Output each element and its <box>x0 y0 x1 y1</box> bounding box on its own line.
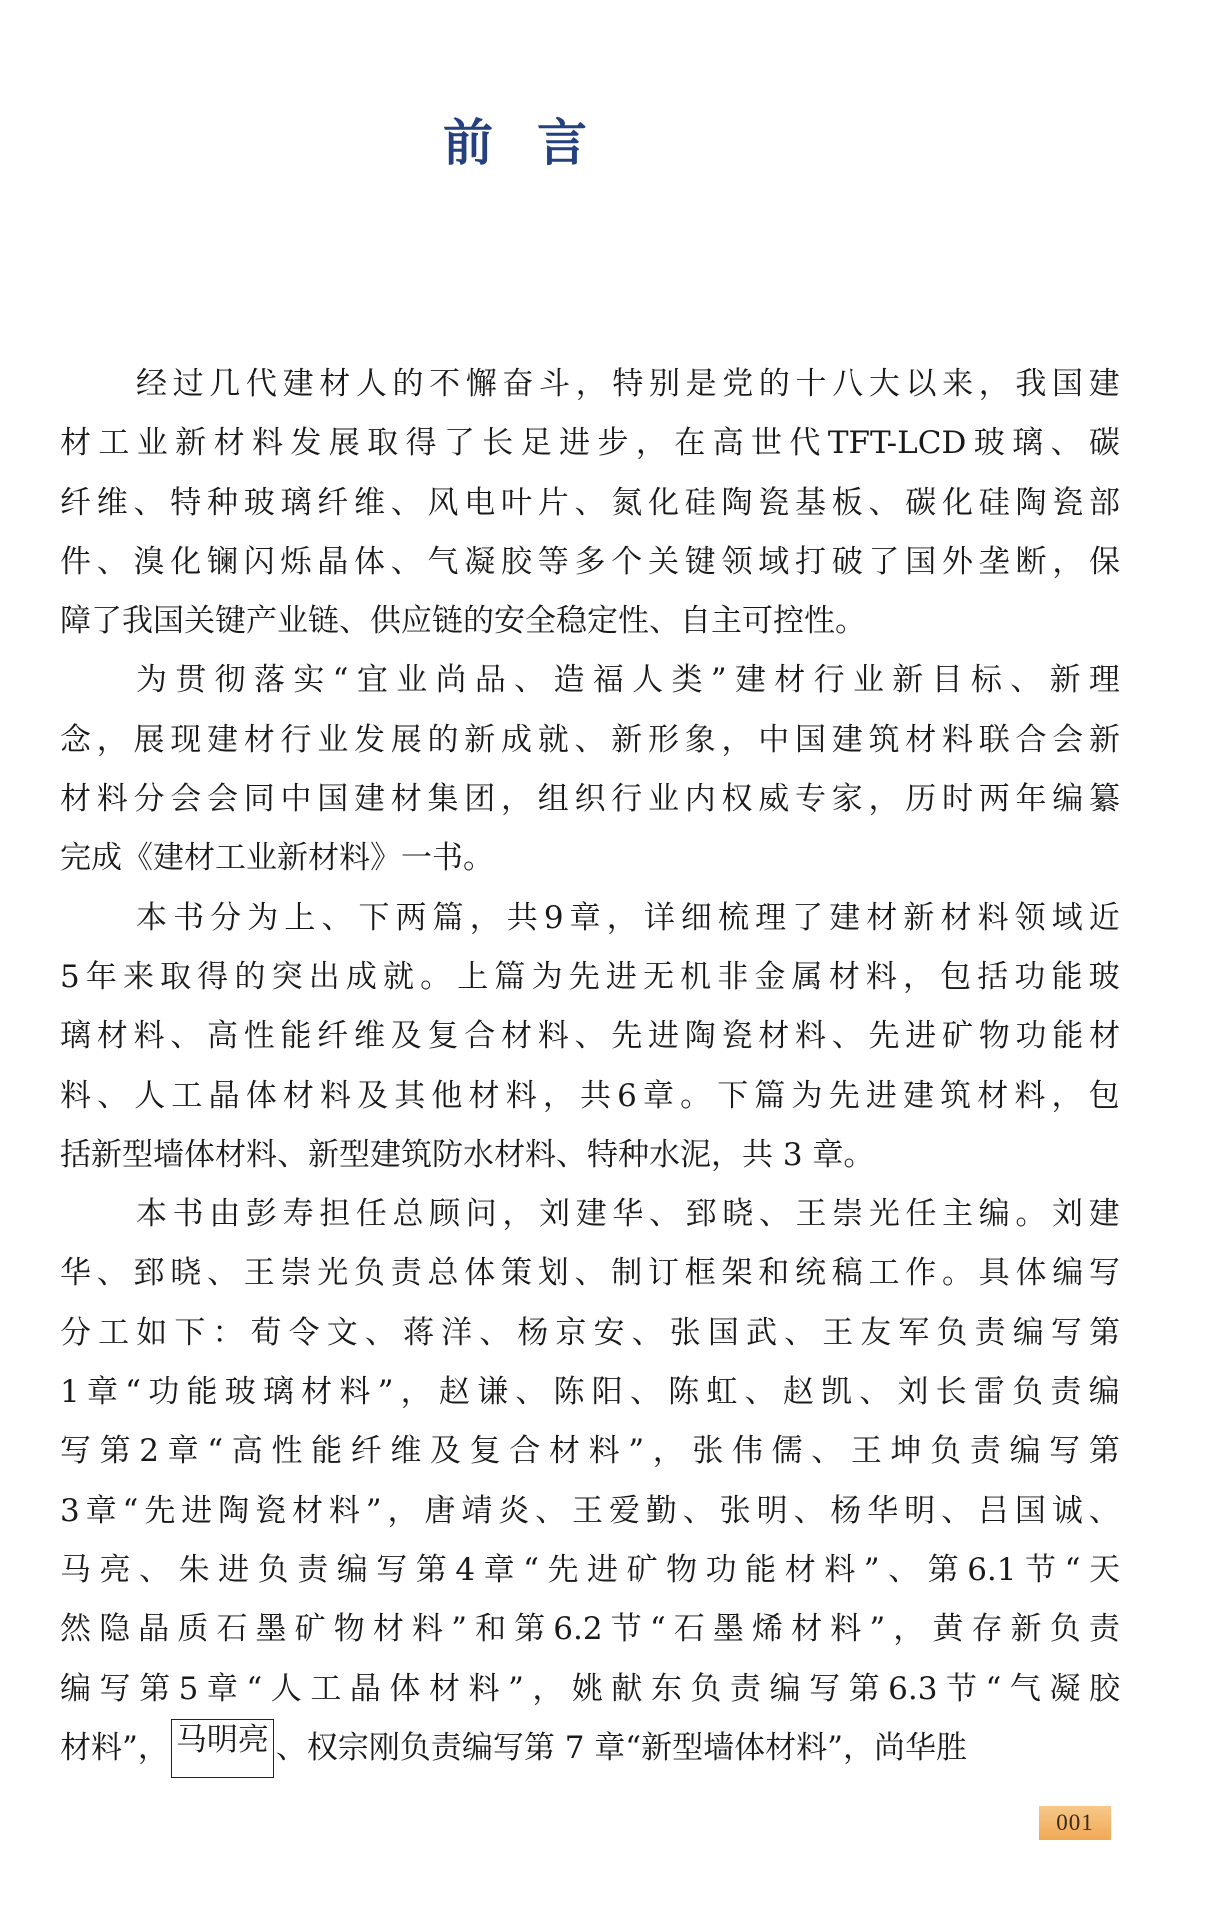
text-line: 然 隐 晶 质 石 墨 矿 物 材 料 ” 和 第 6.2 节 “ 石 墨 烯 材 料 ” ， 黄 存 新 负 责 <box>60 1611 1120 1648</box>
text-line: 完成《建材工业新材料》一书。 <box>60 840 494 877</box>
text-line: 障了我国关键产业链、供应链的安全稳定性、自主可控性。 <box>60 603 866 640</box>
text-line: 料 、 人 工 晶 体 材 料 及 其 他 材 料 ， 共 6 章 。 下 篇 为 先 进 建 筑 材 料 ， 包 <box>60 1077 1120 1114</box>
text-line: 3 章 “ 先 进 陶 瓷 材 料 ” ， 唐 靖 炎 、 王 爱 勤 、 张 明 、 杨 华 明 、 吕 国 诚 、 <box>60 1492 1120 1529</box>
text-line: 材 料 分 会 会 同 中 国 建 材 集 团 ， 组 织 行 业 内 权 威 专 家 ， 历 时 两 年 编 纂 <box>60 781 1120 818</box>
text-line: 编 写 第 5 章 “ 人 工 晶 体 材 料 ” ， 姚 献 东 负 责 编 写 第 6.3 节 “ 气 凝 胶 <box>60 1670 1120 1707</box>
page-number: 001 <box>1039 1806 1111 1840</box>
text-line: 为 贯 彻 落 实 “ 宜 业 尚 品 、 造 福 人 类 ” 建 材 行 业 新 目 标 、 新 理 <box>136 662 1120 699</box>
text-line: 璃 材 料 、 高 性 能 纤 维 及 复 合 材 料 、 先 进 陶 瓷 材 料 、 先 进 矿 物 功 能 材 <box>60 1018 1120 1055</box>
text-line: 本 书 分 为 上 、 下 两 篇 ， 共 9 章 ， 详 细 梳 理 了 建 材 新 材 料 领 域 近 <box>136 899 1120 936</box>
text-line: 5 年 来 取 得 的 突 出 成 就 。 上 篇 为 先 进 无 机 非 金 属 材 料 ， 包 括 功 能 玻 <box>60 958 1120 995</box>
text-segment: 、权宗刚负责编写第 7 章“新型墙体材料”，尚华胜 <box>275 1729 967 1766</box>
text-line: 华 、 郅 晓 、 王 崇 光 负 责 总 体 策 划 、 制 订 框 架 和 统 稿 工 作 。 具 体 编 写 <box>60 1255 1120 1292</box>
text-line: 马 亮 、 朱 进 负 责 编 写 第 4 章 “ 先 进 矿 物 功 能 材 料 ” 、 第 6.1 节 “ 天 <box>60 1551 1120 1588</box>
text-line: 纤 维 、 特 种 玻 璃 纤 维 、 风 电 叶 片 、 氮 化 硅 陶 瓷 基 板 、 碳 化 硅 陶 瓷 部 <box>60 484 1120 521</box>
text-line: 分 工 如 下 ： 荀 令 文 、 蒋 洋 、 杨 京 安 、 张 国 武 、 王 友 军 负 责 编 写 第 <box>60 1314 1120 1351</box>
text-line: 本 书 由 彭 寿 担 任 总 顾 问 ， 刘 建 华 、 郅 晓 、 王 崇 光 任 主 编 。 刘 建 <box>136 1196 1120 1233</box>
page-title: 前言 <box>443 113 631 172</box>
text-line: 写 第 2 章 “ 高 性 能 纤 维 及 复 合 材 料 ” ， 张 伟 儒 、 王 坤 负 责 编 写 第 <box>60 1433 1120 1470</box>
text-line: 经 过 几 代 建 材 人 的 不 懈 奋 斗 ， 特 别 是 党 的 十 八 大 以 来 ， 我 国 建 <box>136 366 1120 402</box>
text-line: 材 工 业 新 材 料 发 展 取 得 了 长 足 进 步 ， 在 高 世 代 TFT-LCD 玻 璃 、 碳 <box>60 425 1120 462</box>
body-text <box>60 355 1120 1778</box>
text-line: 括新型墙体材料、新型建筑防水材料、特种水泥，共 3 章。 <box>60 1136 875 1173</box>
boxed-name: 马明亮 <box>171 1719 274 1778</box>
text-line <box>60 1719 1120 1778</box>
text-line: 件 、 溴 化 镧 闪 烁 晶 体 、 气 凝 胶 等 多 个 关 键 领 域 打 破 了 国 外 垄 断 ， 保 <box>60 543 1120 580</box>
text-line: 1 章 “ 功 能 玻 璃 材 料 ” ， 赵 谦 、 陈 阳 、 陈 虹 、 赵 凯 、 刘 长 雷 负 责 编 <box>60 1374 1120 1411</box>
text-segment: 材料”， <box>60 1729 169 1766</box>
text-line: 念 ， 展 现 建 材 行 业 发 展 的 新 成 就 、 新 形 象 ， 中 国 建 筑 材 料 联 合 会 新 <box>60 721 1120 758</box>
